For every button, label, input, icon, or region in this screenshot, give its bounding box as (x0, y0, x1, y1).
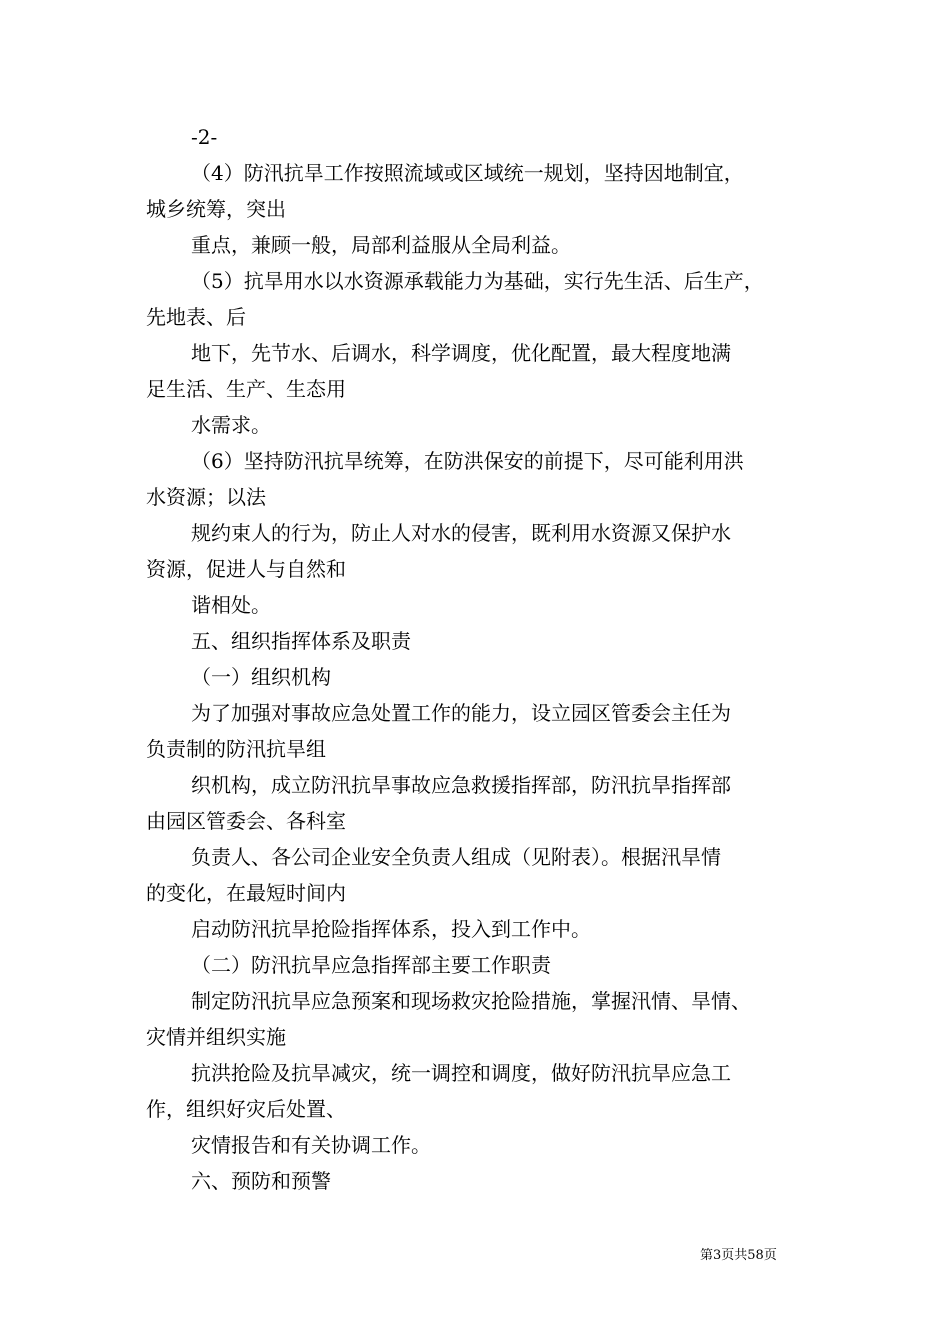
text-line: 规约束人的行为，防止人对水的侵害，既利用水资源又保护水 (191, 521, 731, 545)
text-line: 足生活、生产、生态用 (146, 377, 346, 401)
document-body (146, 119, 826, 1199)
text-line: 灾情并组织实施 (146, 1025, 286, 1049)
text-line: （6）坚持防汛抗旱统筹，在防洪保安的前提下，尽可能利用洪 (191, 449, 744, 473)
text-line: 重点，兼顾一般，局部利益服从全局利益。 (191, 233, 571, 257)
text-line: （4）防汛抗旱工作按照流域或区域统一规划，坚持因地制宜， (191, 161, 744, 185)
text-line: 由园区管委会、各科室 (146, 809, 346, 833)
text-line: 谐相处。 (191, 593, 271, 617)
text-line: 灾情报告和有关协调工作。 (191, 1133, 431, 1157)
text-line: 制定防汛抗旱应急预案和现场救灾抢险措施，掌握汛情、旱情、 (191, 989, 751, 1013)
text-line: 水资源；以法 (146, 485, 266, 509)
text-line: 抗洪抢险及抗旱减灾，统一调控和调度，做好防汛抗旱应急工 (191, 1061, 731, 1085)
text-line: 地下，先节水、后调水，科学调度，优化配置，最大程度地满 (191, 341, 731, 365)
text-line: 城乡统筹，突出 (146, 197, 286, 221)
text-line: 作，组织好灾后处置、 (146, 1097, 346, 1121)
text-line: 为了加强对事故应急处置工作的能力，设立园区管委会主任为 (191, 701, 731, 725)
text-line: 水需求。 (191, 413, 271, 437)
text-line: 先地表、后 (146, 305, 246, 329)
text-line: 织机构，成立防汛抗旱事故应急救援指挥部，防汛抗旱指挥部 (191, 773, 731, 797)
text-line: 负责制的防汛抗旱组 (146, 737, 326, 761)
text-line: 负责人、各公司企业安全负责人组成（见附表）。根据汛旱情 (191, 845, 721, 869)
text-line: （二）防汛抗旱应急指挥部主要工作职责 (191, 953, 551, 977)
text-line: 启动防汛抗旱抢险指挥体系，投入到工作中。 (191, 917, 591, 941)
text-line: 五、组织指挥体系及职责 (191, 629, 411, 653)
text-line: 六、预防和预警 (191, 1169, 331, 1193)
page-footer: 第3页共58页 (700, 1248, 777, 1263)
text-lines (146, 155, 826, 1199)
text-line: 资源，促进人与自然和 (146, 557, 346, 581)
page-marker: -2- (191, 125, 218, 149)
text-line: 的变化，在最短时间内 (146, 881, 346, 905)
text-line: （5）抗旱用水以水资源承载能力为基础，实行先生活、后生产， (191, 269, 764, 293)
text-line: （一）组织机构 (191, 665, 331, 689)
